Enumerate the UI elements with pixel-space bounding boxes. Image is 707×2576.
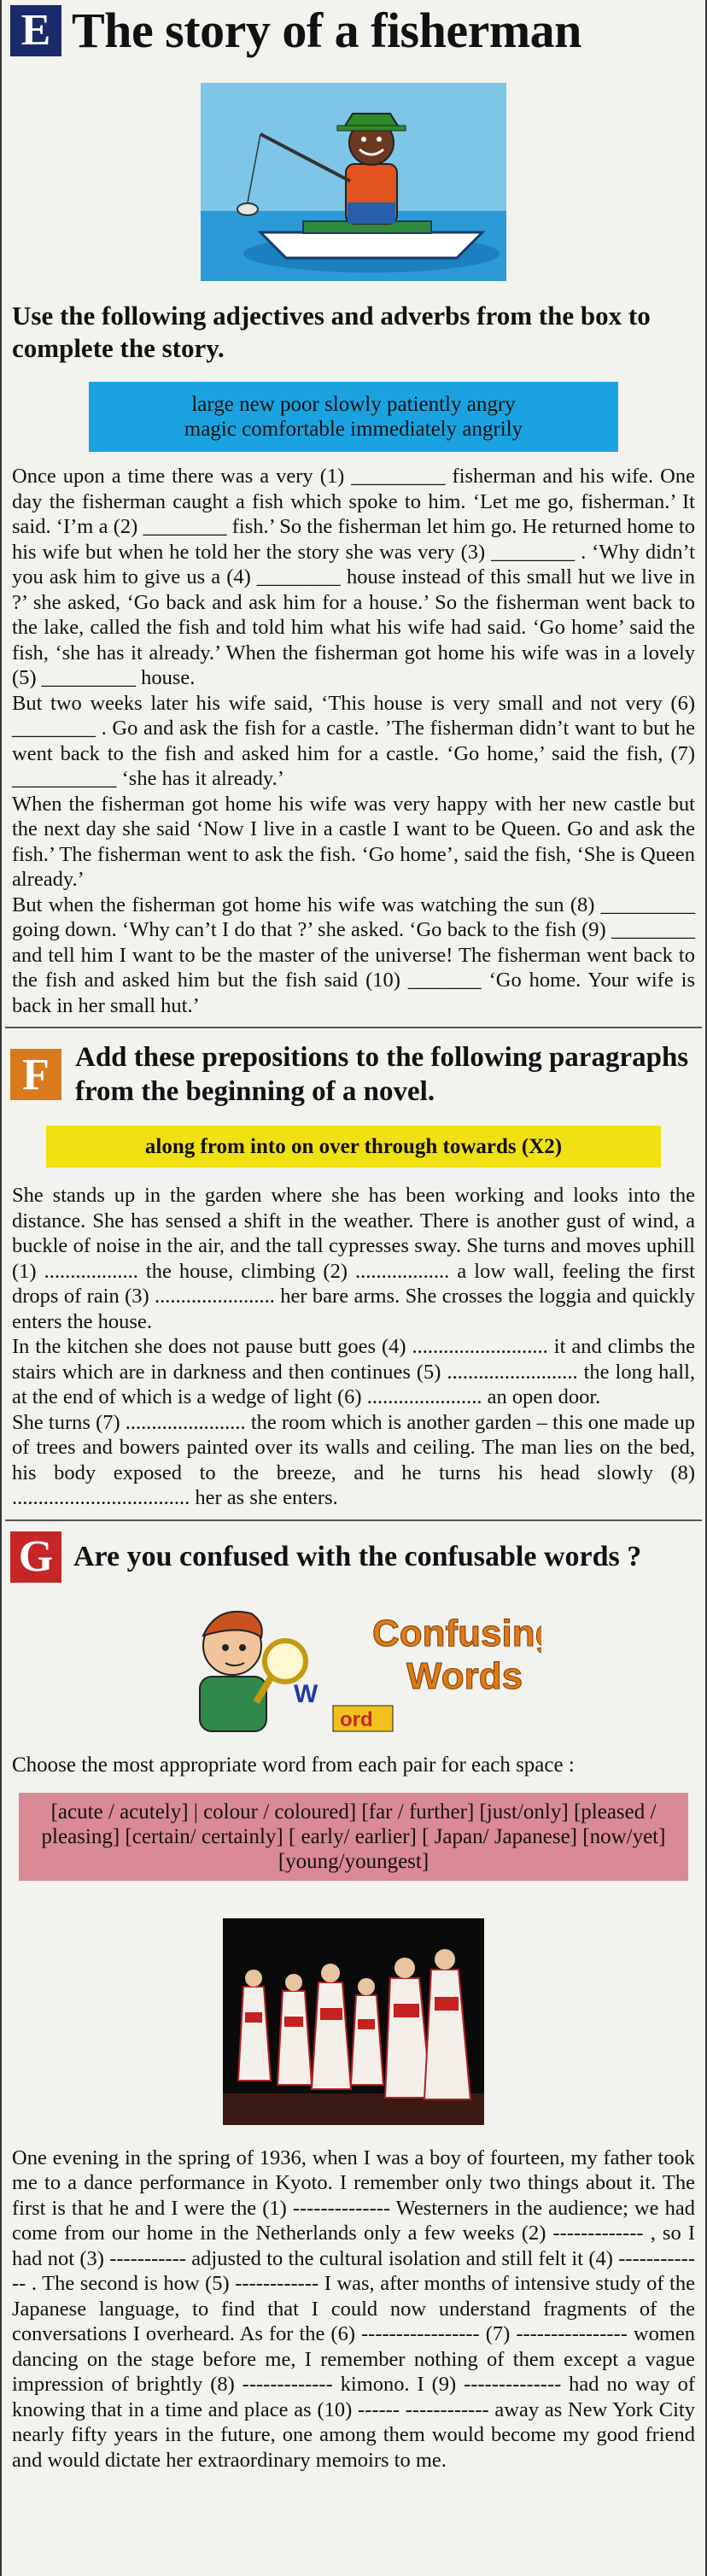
section-g-instruction: Choose the most appropriate word from each pair for each space :: [12, 1753, 575, 1777]
word-box-f: along from into on over through towards (X2): [46, 1126, 661, 1168]
section-e-letter: E: [10, 5, 61, 56]
story-paragraph: When the fisherman got home his wife was very happy with her new castle but the next day she said ‘Now I live in a castle I want to be Queen. Go and ask the fish.’ The fisherman went to ask the fish. ‘Go home’, said the fish, ‘She is Queen already.’: [12, 792, 695, 891]
story-paragraph: Once upon a time there was a very (1) _________ fisherman and his wife. One day the fisherman caught a fish which spoke to him. ‘Let me go, fisherman.’ It said. ‘I’m a (2) ________ fish.’ So the fisherman let him go. He returned home to his wife but when he told her the story she was very (3) ________ . ‘Why didn’t you ask him to give us a (4) ________ house instead of this small hut we live in ?’ she asked, ‘Go back and ask him for a house.’ So the fisherman went back to the lake, called the fish and told him what his wife had said. ‘Go home’ said the fish, ‘she has it already.’ When the fisherman got home his wife was in a lovely (5) _________ house.: [12, 465, 695, 689]
novel-paragraph: She stands up in the garden where she has been working and looks into the distance. She has sensed a shift in the weather. There is another gust of wind, a buckle of noise in the air, and the tall cypresses sway. She turns and moves uphill (1) .................. the house, climbing (2) .................. a low wall, feeling the first drops of rain (3) ....................... her bare arms. She crosses the loggia and quickly enters the house.: [12, 1184, 695, 1333]
svg-text:W: W: [294, 1679, 318, 1708]
word-box-e-line2: magic comfortable immediately angrily: [184, 418, 523, 441]
confusing-words-logo: [166, 1593, 541, 1738]
dance-passage: One evening in the spring of 1936, when I was a boy of fourteen, my father took me to a dance performance in Kyoto. I remember only two things about it. The first is that he and I were the (1) -------------- Westerners in the audience; we had come from our home in the Netherlands only a few weeks (2) ------------- , so I had not (3) ----------- adjusted to the cultural isolation and still felt it (4) ------------- . The second is how (5) ------------ I was, after months of intensive study of the Japanese language, to find that I could now understand fragments of the conversations I overheard. As for the (6) ----------------- (7) ---------------- women dancing on the stage before me, I remember nothing of them except a vague impression of brightly (8) ------------- kimono. I (9) -------------- had no way of knowing that in a time and place as (10) ------ ------------ away as New York City nearly fifty years in the future, one among them would become my good friend and would dictate her extraordinary memoirs to me.: [12, 2146, 695, 2472]
svg-text:ord: ord: [340, 1707, 373, 1731]
word-box-e: [89, 382, 618, 452]
logo-words: Words: [406, 1654, 523, 1697]
fisherman-illustration: [201, 83, 506, 281]
divider: [5, 1027, 702, 1028]
section-e-instruction: Use the following adjectives and adverbs from the box to complete the story.: [12, 301, 651, 363]
story-paragraph: But two weeks later his wife said, ‘This house is very small and not very (6) ________ . Go and ask the fish for a castle. ’The fisherman didn’t want to but he went back to the fish and asked him for a castle. ‘Go home,’ said the fish, (7) __________ ‘she has it already.’: [12, 691, 695, 790]
divider: [5, 1519, 702, 1521]
section-f-header: [2, 1040, 705, 1109]
section-g-header: [2, 1531, 705, 1583]
story-paragraph: But when the fisherman got home his wife was watching the sun (8) _________ going down. ‘Why can’t I do that ?’ she asked. ‘Go back to the fish (9) ________ and tell him I want to be the master of the universe! The fisherman went back to the fish and asked him but the fish said (10) _______ ‘Go home. Your wife is back in her small hut.’: [12, 893, 695, 1017]
section-f-letter: F: [10, 1049, 61, 1100]
novel-text: [2, 1183, 705, 1511]
novel-paragraph: In the kitchen she does not pause butt goes (4) .......................... it and climbs the stairs which are in darkness and then continues (5) ......................... the long hall, at the end of which is a wedge of light (6) ...................... an open door.: [12, 1335, 695, 1408]
novel-paragraph: She turns (7) ....................... the room which is another garden – this one made up of trees and bowers painted over its walls and ceiling. The man lies on the bed, his body exposed to the breeze, and he turns his head slowly (8) .................................. her as she enters.: [12, 1410, 695, 1509]
section-g-title: Are you confused with the confusable words ?: [73, 1540, 642, 1572]
word-box-e-line1: large new poor slowly patiently angry: [191, 393, 516, 416]
word-box-g: [acute / acutely] | colour / coloured] [far / further] [just/only] [pleased / pleasing] [certain/ certainly] [ early/ earlier] [ Japan/ Japanese] [now/yet] [young/youngest]: [19, 1793, 688, 1881]
section-f-title: Add these prepositions to the following paragraphs from the beginning of a novel.: [75, 1042, 689, 1107]
logo-confusing: Confusing: [372, 1612, 541, 1654]
section-g-letter: G: [10, 1531, 61, 1583]
story-text: [2, 464, 705, 1018]
dance-photo: [223, 1918, 484, 2125]
section-e-header: [2, 0, 705, 59]
section-e-title: The story of a fisherman: [72, 3, 581, 58]
